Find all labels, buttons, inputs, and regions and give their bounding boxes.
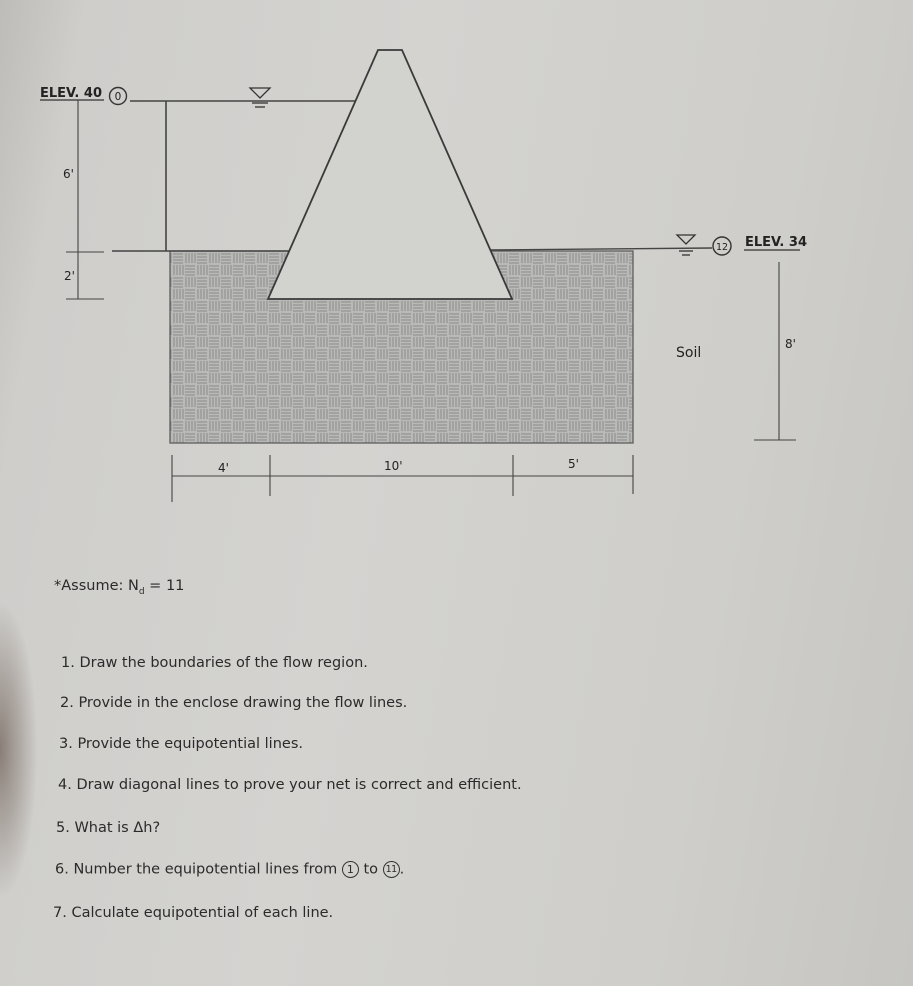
question-4: 4. Draw diagonal lines to prove your net is correct and efficient. [58, 777, 522, 793]
question-5: 5. What is Δh? [56, 820, 161, 836]
soil-label: Soil [676, 345, 702, 361]
circled-number-to: 11 [383, 861, 400, 878]
circled-number-from: 1 [342, 861, 359, 878]
dim-5-label: 5' [568, 457, 579, 471]
question-6: 6. Number the equipotential lines from 1 to 11 . [55, 861, 405, 878]
water-level-symbol-left [250, 88, 270, 107]
water-level-symbol-right [677, 235, 695, 255]
question-7: 7. Calculate equipotential of each line. [53, 905, 334, 921]
dim-4-label: 4' [218, 461, 229, 475]
question-3: 3. Provide the equipotential lines. [59, 736, 303, 752]
dim-8-label: 8' [785, 337, 796, 351]
concrete-dam [268, 50, 512, 299]
dim-2-label: 2' [64, 269, 75, 283]
ground-line-right [488, 248, 712, 250]
assume-note: *Assume: $N_d = 11$ [54, 578, 185, 597]
dim-6-label: 6' [63, 167, 74, 181]
question-2: 2. Provide in the enclose drawing the flow lines. [60, 695, 408, 711]
dim-10-label: 10' [384, 459, 403, 473]
question-6-text: 6. Number the equipotential lines from [55, 861, 342, 878]
elev-left-label: ELEV. 40 [40, 86, 102, 101]
elev-right-label: ELEV. 34 [745, 235, 807, 250]
elev-left-marker-number: 0 [114, 91, 122, 103]
question-1: 1. Draw the boundaries of the flow region. [61, 655, 368, 671]
elev-right-marker-number: 12 [715, 242, 729, 253]
